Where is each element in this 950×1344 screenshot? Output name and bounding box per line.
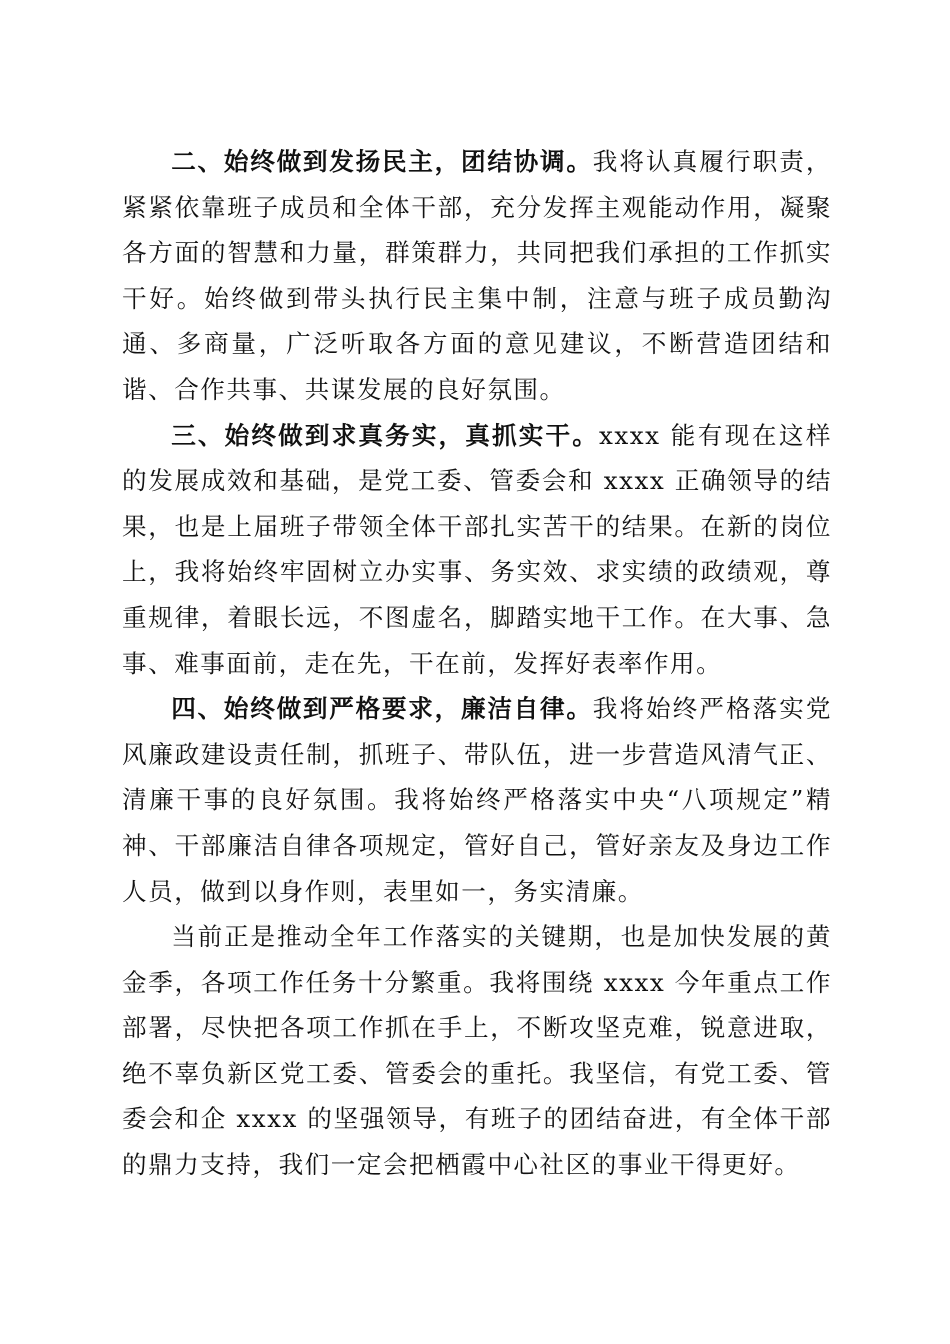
paragraph-text: 我将认真履行职责，紧紧依靠班子成员和全体干部，充分发挥主观能动作用，凝聚各方面的智慧和力量，群策群力，共同把我们承担的工作抓实干好。始终做到带头执行民主集中制，注意与班子成员勤沟通、多商量，广泛听取各方面的意见建议，不断营造团结和谐、合作共事、共谋发展的良好氛围。 [122,147,832,404]
paragraph-heading: 四、始终做到严格要求，廉洁自律。 [171,694,593,724]
paragraph-integrity [122,686,832,914]
paragraph-heading: 三、始终做到求真务实，真抓实干。 [171,420,599,450]
paragraph-pragmatism [122,413,832,687]
paragraph-heading: 二、始终做到发扬民主，团结协调。 [171,147,593,176]
paragraph-text: 我将始终严格落实党风廉政建设责任制，抓班子、带队伍，进一步营造风清气正、清廉干事的良好氛围。我将始终严格落实中央“八项规定”精神、干部廉洁自律各项规定，管好自己，管好亲友及身边工作人员，做到以身作则，表里如一，务实清廉。 [122,694,832,906]
paragraph-conclusion [122,914,832,1188]
paragraph-democracy [122,139,832,413]
paragraph-text: xxxx 能有现在这样的发展成效和基础，是党工委、管委会和 xxxx 正确领导的结果，也是上届班子带领全体干部扎实苦干的结果。在新的岗位上，我将始终牢固树立办实事、务实效、求实绩的政绩观，尊重规律，着眼长远，不图虚名，脚踏实地干工作。在大事、急事、难事面前，走在先，干在前，发挥好表率作用。 [122,420,832,678]
document-body [122,139,832,1188]
paragraph-text: 当前正是推动全年工作落实的关键期，也是加快发展的黄金季，各项工作任务十分繁重。我将围绕 xxxx 今年重点工作部署，尽快把各项工作抓在手上，不断攻坚克难，锐意进取，绝不辜负新区党工委、管委会的重托。我坚信，有党工委、管委会和企 xxxx 的坚强领导，有班子的团结奋进，有全体干部的鼎力支持，我们一定会把栖霞中心社区的事业干得更好。 [122,922,832,1180]
